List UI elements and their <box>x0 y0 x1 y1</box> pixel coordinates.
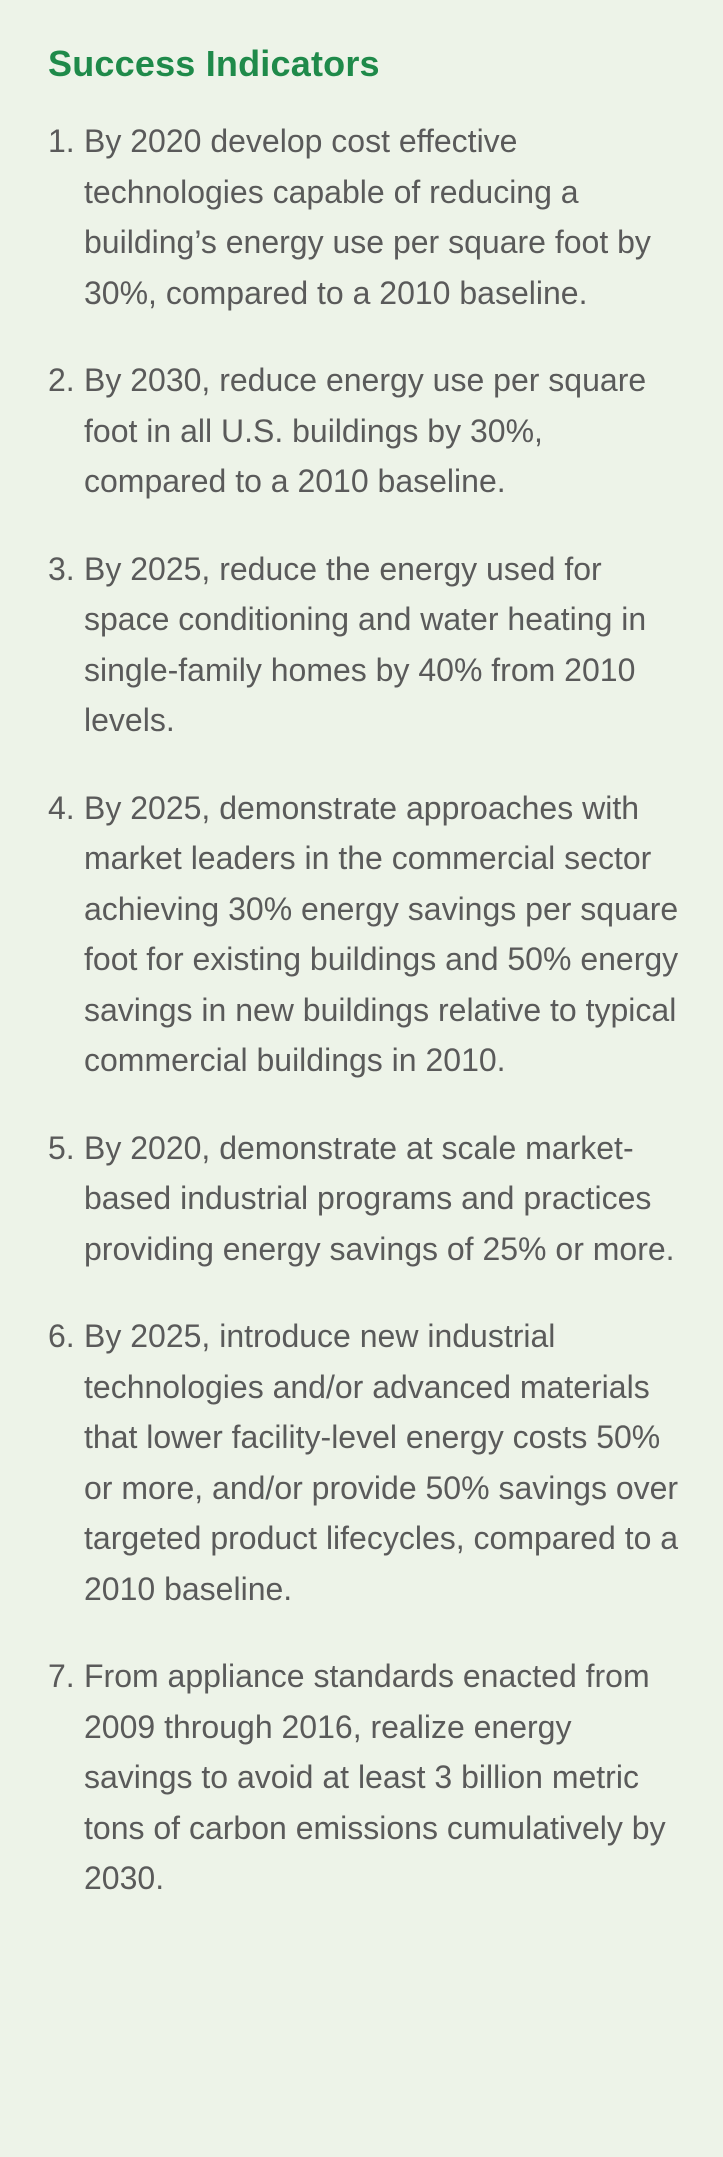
item-text: By 2025, demonstrate approaches with market leaders in the commercial sector achieving 30% energy savings per square foot for existing buildings and 50% energy savings in new buildings relative to typical commercial buildings in 2010. <box>84 789 679 1078</box>
list-item <box>48 355 683 507</box>
item-number: 5. <box>48 1129 75 1166</box>
item-number: 6. <box>48 1318 75 1354</box>
list-item <box>48 1651 683 1904</box>
item-text: By 2030, reduce energy use per square foot in all U.S. buildings by 30%, compared to a 2010 baseline. <box>84 362 647 499</box>
item-number: 2. <box>48 362 75 398</box>
item-number: 1. <box>48 123 75 159</box>
item-text: By 2025, reduce the energy used for space conditioning and water heating in single-family homes by 40% from 2010 levels. <box>84 550 647 738</box>
item-number: 3. <box>48 550 75 587</box>
list-item <box>48 544 683 746</box>
list-item <box>48 116 683 318</box>
item-text: By 2020 develop cost effective technologies capable of reducing a building’s energy use per square foot by 30%, compared to a 2010 baseline. <box>84 123 651 311</box>
list-item <box>48 1311 683 1614</box>
indicator-list <box>48 116 683 1904</box>
page-title: Success Indicators <box>48 43 380 84</box>
item-text: By 2020, demonstrate at scale market-based industrial programs and practices providing energy savings of 25% or more. <box>84 1129 675 1267</box>
item-number: 7. <box>48 1658 75 1694</box>
list-item <box>48 783 683 1086</box>
item-text: By 2025, introduce new industrial technologies and/or advanced materials that lower facility-level energy costs 50% or more, and/or provide 50% savings over targeted product lifecycles, compared to a 2010 baseline. <box>84 1318 679 1607</box>
item-number: 4. <box>48 789 75 826</box>
item-text: From appliance standards enacted from 2009 through 2016, realize energy savings to avoid at least 3 billion metric tons of carbon emissions cumulatively by 2030. <box>84 1658 666 1896</box>
list-item <box>48 1123 683 1275</box>
